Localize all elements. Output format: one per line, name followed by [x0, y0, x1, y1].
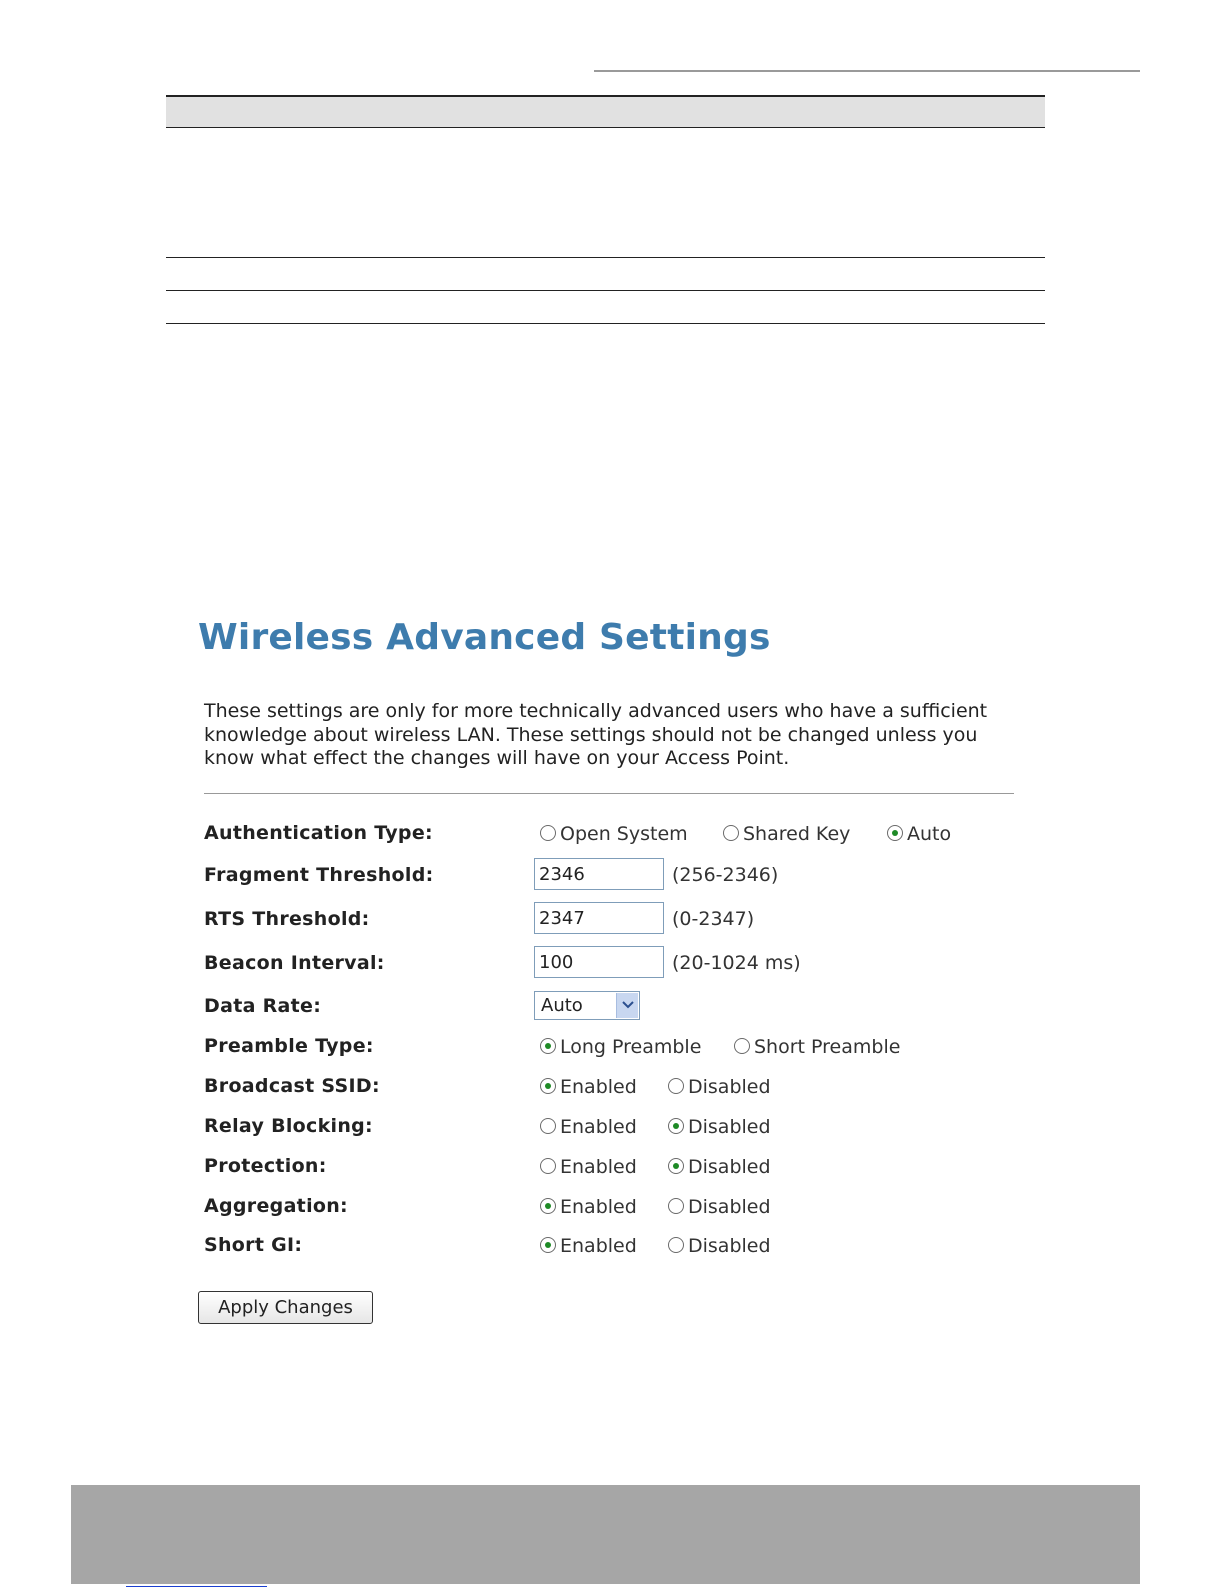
radio-icon[interactable]	[668, 1198, 684, 1214]
page-title: Wireless Advanced Settings	[198, 617, 771, 658]
rts-threshold-input[interactable]	[534, 902, 664, 934]
beacon-interval-row	[204, 952, 1024, 982]
data-rate-label: Data Rate:	[204, 995, 322, 1017]
beacon-interval-label: Beacon Interval:	[204, 952, 385, 974]
data-rate-row	[204, 995, 1024, 1025]
apply-changes-button[interactable]: Apply Changes	[198, 1291, 373, 1324]
table-row-divider	[166, 290, 1045, 291]
short-gi-row	[204, 1234, 1024, 1264]
radio-icon[interactable]	[668, 1237, 684, 1253]
data-rate-value: Auto	[541, 995, 583, 1016]
radio-icon[interactable]	[540, 1158, 556, 1174]
preamble-type-label: Preamble Type:	[204, 1035, 374, 1057]
relay-blocking-disabled-option[interactable]: Disabled	[668, 1116, 771, 1138]
broadcast-ssid-row	[204, 1075, 1024, 1105]
beacon-interval-input[interactable]	[534, 946, 664, 978]
radio-icon[interactable]	[734, 1038, 750, 1054]
chevron-down-icon[interactable]	[616, 993, 638, 1018]
fragment-threshold-input[interactable]	[534, 858, 664, 890]
relay-blocking-label: Relay Blocking:	[204, 1115, 373, 1137]
section-divider	[204, 793, 1014, 794]
aggregation-label: Aggregation:	[204, 1195, 348, 1217]
protection-disabled-option[interactable]: Disabled	[668, 1156, 771, 1178]
preamble-type-row	[204, 1035, 1024, 1065]
radio-icon[interactable]	[540, 1118, 556, 1134]
radio-icon[interactable]	[723, 825, 739, 841]
protection-row	[204, 1155, 1024, 1185]
table-bottom-border	[166, 323, 1045, 324]
beacon-interval-range: (20-1024 ms)	[672, 952, 801, 974]
radio-selected-icon[interactable]	[540, 1198, 556, 1214]
short-gi-label: Short GI:	[204, 1234, 303, 1256]
broadcast-ssid-label: Broadcast SSID:	[204, 1075, 380, 1097]
auth-open-system-option[interactable]: Open System	[540, 823, 688, 845]
radio-selected-icon[interactable]	[540, 1078, 556, 1094]
table-row-divider	[166, 257, 1045, 258]
table-header-row	[166, 95, 1045, 128]
radio-icon[interactable]	[668, 1078, 684, 1094]
footer-band	[71, 1485, 1140, 1584]
radio-selected-icon[interactable]	[887, 825, 903, 841]
rts-threshold-row	[204, 908, 1024, 938]
relay-blocking-enabled-option[interactable]: Enabled	[540, 1116, 637, 1138]
rts-threshold-range: (0-2347)	[672, 908, 755, 930]
preamble-short-option[interactable]: Short Preamble	[734, 1036, 900, 1058]
auth-type-label: Authentication Type:	[204, 822, 433, 844]
relay-blocking-row	[204, 1115, 1024, 1145]
radio-icon[interactable]	[540, 825, 556, 841]
protection-enabled-option[interactable]: Enabled	[540, 1156, 637, 1178]
data-rate-select[interactable]	[534, 991, 640, 1020]
radio-selected-icon[interactable]	[668, 1158, 684, 1174]
aggregation-row	[204, 1195, 1024, 1225]
broadcast-ssid-disabled-option[interactable]: Disabled	[668, 1076, 771, 1098]
radio-selected-icon[interactable]	[540, 1237, 556, 1253]
page-description: These settings are only for more technically advanced users who have a sufficient knowledge about wireless LAN. These settings should not be changed unless you know what effect the changes will have on your Access Point.	[204, 700, 988, 769]
header-rule	[594, 70, 1140, 72]
short-gi-enabled-option[interactable]: Enabled	[540, 1235, 637, 1257]
auth-type-row	[204, 822, 1024, 852]
radio-selected-icon[interactable]	[540, 1038, 556, 1054]
fragment-threshold-label: Fragment Threshold:	[204, 864, 434, 886]
rts-threshold-label: RTS Threshold:	[204, 908, 370, 930]
preamble-long-option[interactable]: Long Preamble	[540, 1036, 701, 1058]
short-gi-disabled-option[interactable]: Disabled	[668, 1235, 771, 1257]
aggregation-enabled-option[interactable]: Enabled	[540, 1196, 637, 1218]
fragment-threshold-range: (256-2346)	[672, 864, 779, 886]
radio-selected-icon[interactable]	[668, 1118, 684, 1134]
aggregation-disabled-option[interactable]: Disabled	[668, 1196, 771, 1218]
auth-auto-option[interactable]: Auto	[887, 823, 951, 845]
auth-shared-key-option[interactable]: Shared Key	[723, 823, 850, 845]
protection-label: Protection:	[204, 1155, 327, 1177]
broadcast-ssid-enabled-option[interactable]: Enabled	[540, 1076, 637, 1098]
fragment-threshold-row	[204, 864, 1024, 894]
